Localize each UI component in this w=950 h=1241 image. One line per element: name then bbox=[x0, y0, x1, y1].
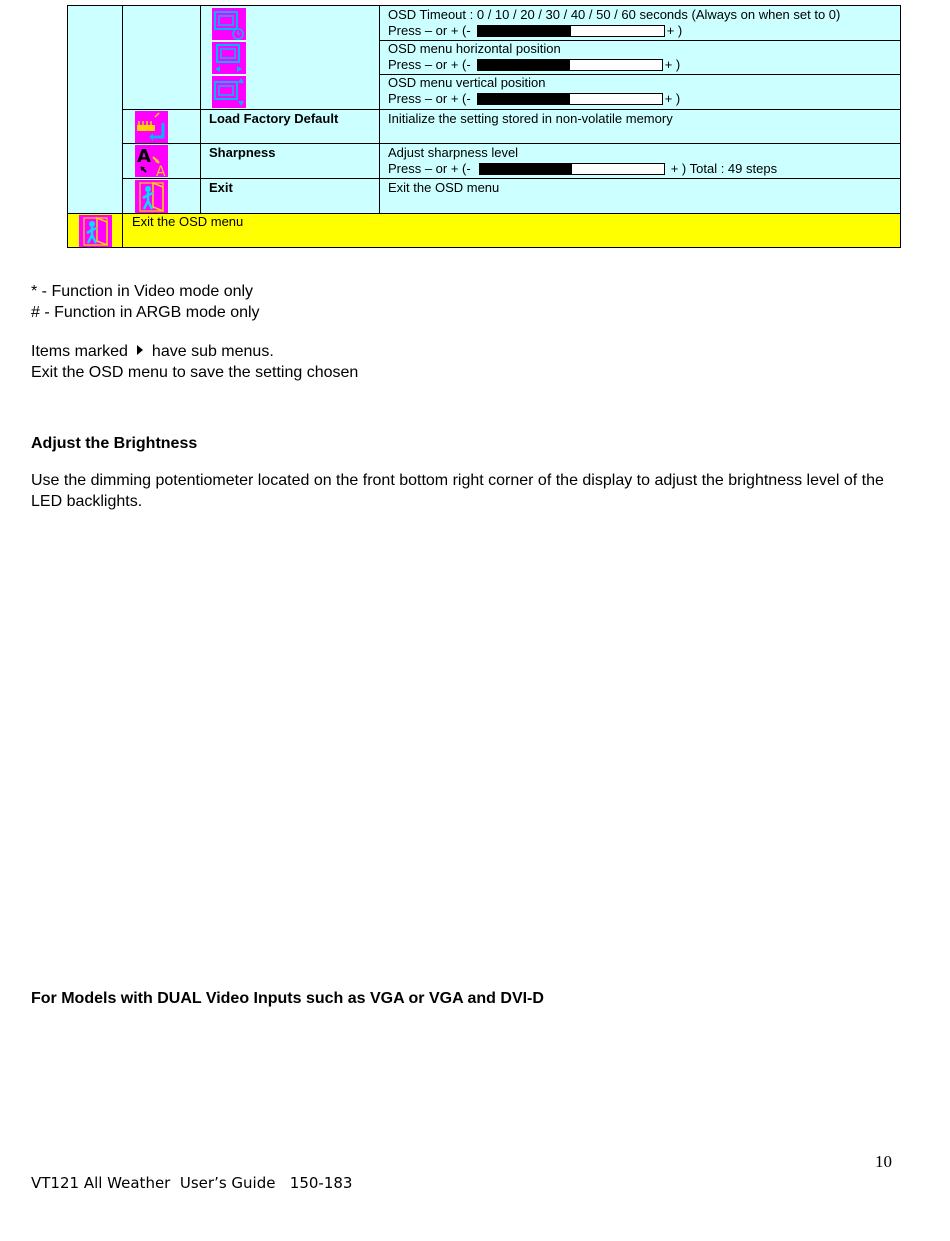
page-number: 10 bbox=[875, 1152, 892, 1171]
press-suffix: + ) bbox=[664, 57, 681, 72]
factory-reset-icon bbox=[135, 111, 168, 143]
osd-horizontal-text: OSD menu horizontal position bbox=[388, 41, 561, 56]
table-col-1 bbox=[67, 5, 123, 214]
table-row-exit-desc-cell bbox=[379, 178, 901, 214]
exit-door-icon bbox=[79, 215, 112, 247]
osd-timeout-press-row bbox=[388, 23, 682, 39]
page-footer: VT121 All Weather User’s Guide 150-183 bbox=[31, 1174, 353, 1192]
table-row-osd-timeout bbox=[379, 5, 901, 41]
table-row-osd-vertical bbox=[379, 74, 901, 110]
table-row-load-factory-desc-cell bbox=[379, 109, 901, 144]
note-save-setting: Exit the OSD menu to save the setting chosen bbox=[31, 364, 359, 381]
note-submenu-suffix: have sub menus. bbox=[151, 343, 274, 360]
table-row-sharpness-label-cell bbox=[200, 143, 380, 179]
note-argb-only: # - Function in ARGB mode only bbox=[31, 304, 260, 321]
exit-label: Exit bbox=[209, 180, 233, 195]
load-factory-label: Load Factory Default bbox=[209, 111, 339, 126]
osd-vertical-press-row bbox=[388, 91, 680, 107]
bar-fill bbox=[478, 26, 571, 36]
press-suffix: + ) bbox=[664, 91, 681, 106]
osd-vertical-text: OSD menu vertical position bbox=[388, 75, 546, 90]
exit-osd-bar-text: Exit the OSD menu bbox=[132, 214, 244, 229]
press-prefix: Press – or + (- bbox=[388, 161, 471, 176]
load-factory-description: Initialize the setting stored in non-volatile memory bbox=[388, 111, 673, 126]
svg-text:A: A bbox=[137, 146, 151, 167]
submenu-arrow-icon bbox=[137, 345, 143, 355]
osd-timeout-icon bbox=[212, 8, 246, 40]
table-row-sharpness-desc-cell bbox=[379, 143, 901, 179]
sharpness-text: Adjust sharpness level bbox=[388, 145, 519, 160]
osd-horizontal-bar bbox=[477, 59, 663, 71]
press-prefix: Press – or + (- bbox=[388, 57, 471, 72]
table-col-2 bbox=[122, 5, 201, 110]
note-video-only: * - Function in Video mode only bbox=[31, 283, 254, 300]
osd-horizontal-press-row bbox=[388, 57, 680, 73]
osd-vertical-position-icon bbox=[212, 76, 246, 108]
bar-fill bbox=[478, 94, 570, 104]
dual-inputs-heading: For Models with DUAL Video Inputs such as VGA or VGA and DVI-D bbox=[31, 990, 544, 1007]
press-prefix: Press – or + (- bbox=[388, 23, 471, 38]
note-submenu-prefix: Items marked bbox=[31, 343, 128, 360]
press-suffix: + ) Total : 49 steps bbox=[670, 161, 778, 176]
brightness-heading: Adjust the Brightness bbox=[31, 435, 198, 452]
svg-text:A: A bbox=[156, 164, 166, 177]
sharpness-bar bbox=[479, 163, 665, 175]
brightness-body: Use the dimming potentiometer located on the front bottom right corner of the display to adjust the brightness level of the LED backlights. bbox=[31, 472, 884, 510]
table-row-exit-label-cell bbox=[200, 178, 380, 214]
bar-fill bbox=[480, 164, 572, 174]
exit-osd-bar bbox=[67, 213, 901, 248]
osd-timeout-text: OSD Timeout : 0 / 10 / 20 / 30 / 40 / 50 / 60 seconds (Always on when set to 0) bbox=[388, 7, 841, 22]
osd-timeout-bar bbox=[477, 25, 665, 37]
press-suffix: + ) bbox=[666, 23, 683, 38]
bar-fill bbox=[478, 60, 570, 70]
osd-vertical-bar bbox=[477, 93, 663, 105]
osd-menu-table bbox=[67, 5, 901, 248]
press-prefix: Press – or + (- bbox=[388, 91, 471, 106]
osd-horizontal-position-icon bbox=[212, 42, 246, 74]
exit-description: Exit the OSD menu bbox=[388, 180, 500, 195]
note-submenu bbox=[31, 341, 274, 362]
table-row-osd-horizontal bbox=[379, 40, 901, 75]
sharpness-label: Sharpness bbox=[209, 145, 276, 160]
sharpness-press-row bbox=[388, 161, 777, 177]
table-row-load-factory-label-cell bbox=[200, 109, 380, 144]
sharpness-icon bbox=[135, 145, 168, 177]
exit-door-icon bbox=[135, 180, 168, 213]
